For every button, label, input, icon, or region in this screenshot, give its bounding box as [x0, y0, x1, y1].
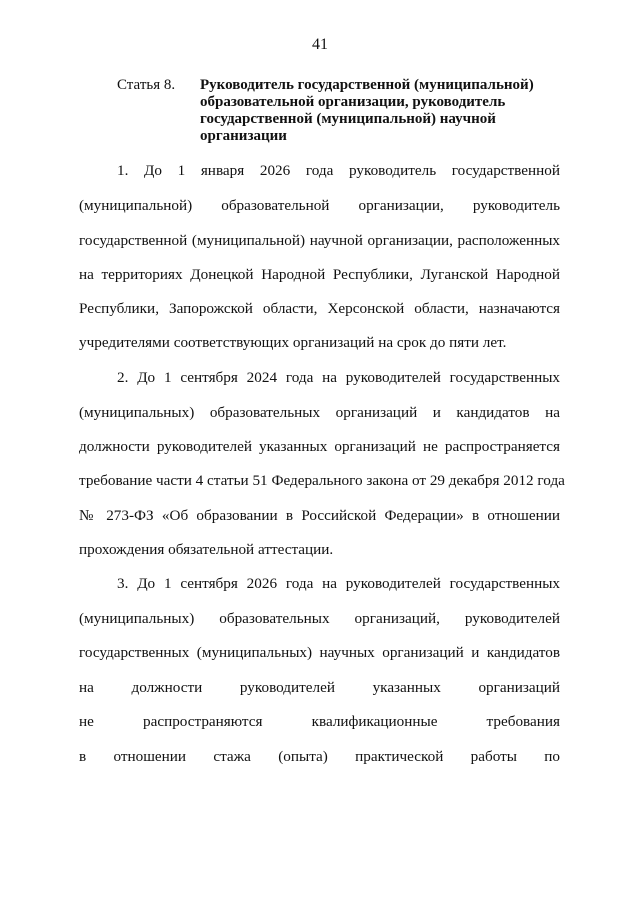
paragraph-2-line: (муниципальных) образовательных организаций и кандидатов на: [79, 404, 560, 421]
paragraph-1-line: (муниципальной) образовательной организации, руководитель: [79, 197, 560, 214]
paragraph-1-line: государственной (муниципальной) научной организации, расположенных: [79, 232, 560, 249]
article-title-line: образовательной организации, руководитель: [200, 94, 506, 110]
paragraph-3-line: на должности руководителей указанных организаций: [79, 679, 560, 696]
article-header: [117, 77, 557, 145]
paragraph-1-line: на территориях Донецкой Народной Республики, Луганской Народной: [79, 266, 560, 283]
article-title-line: организации: [200, 128, 287, 144]
article-title: [200, 77, 557, 145]
article-title-line: Руководитель государственной (муниципальной): [200, 77, 534, 93]
paragraph-3-line: 3. До 1 сентября 2026 года на руководителей государственных: [117, 575, 560, 592]
paragraph-2-line: 2. До 1 сентября 2024 года на руководителей государственных: [117, 369, 560, 386]
article-label: Статья 8.: [117, 77, 176, 93]
article-title-line: государственной (муниципальной) научной: [200, 111, 496, 127]
page-number: 41: [312, 36, 328, 53]
paragraph-3-line: в отношении стажа (опыта) практической работы по: [79, 748, 560, 765]
paragraph-2-line: должности руководителей указанных организаций не распространяется: [79, 438, 560, 455]
paragraph-2-line: прохождения обязательной аттестации.: [79, 541, 334, 558]
paragraph-1-line: Республики, Запорожской области, Херсонской области, назначаются: [79, 300, 560, 317]
paragraph-3-line: государственных (муниципальных) научных организаций и кандидатов: [79, 644, 560, 661]
paragraph-3-line: не распространяются квалификационные требования: [79, 713, 560, 730]
paragraph-2-line: № 273-ФЗ «Об образовании в Российской Федерации» в отношении: [79, 507, 560, 524]
paragraph-1-line: учредителями соответствующих организаций на срок до пяти лет.: [79, 334, 507, 351]
paragraph-3-line: (муниципальных) образовательных организаций, руководителей: [79, 610, 560, 627]
paragraph-1-line: 1. До 1 января 2026 года руководитель государственной: [117, 162, 560, 179]
paragraph-2-line: требование части 4 статьи 51 Федерального закона от 29 декабря 2012 года: [79, 472, 565, 489]
